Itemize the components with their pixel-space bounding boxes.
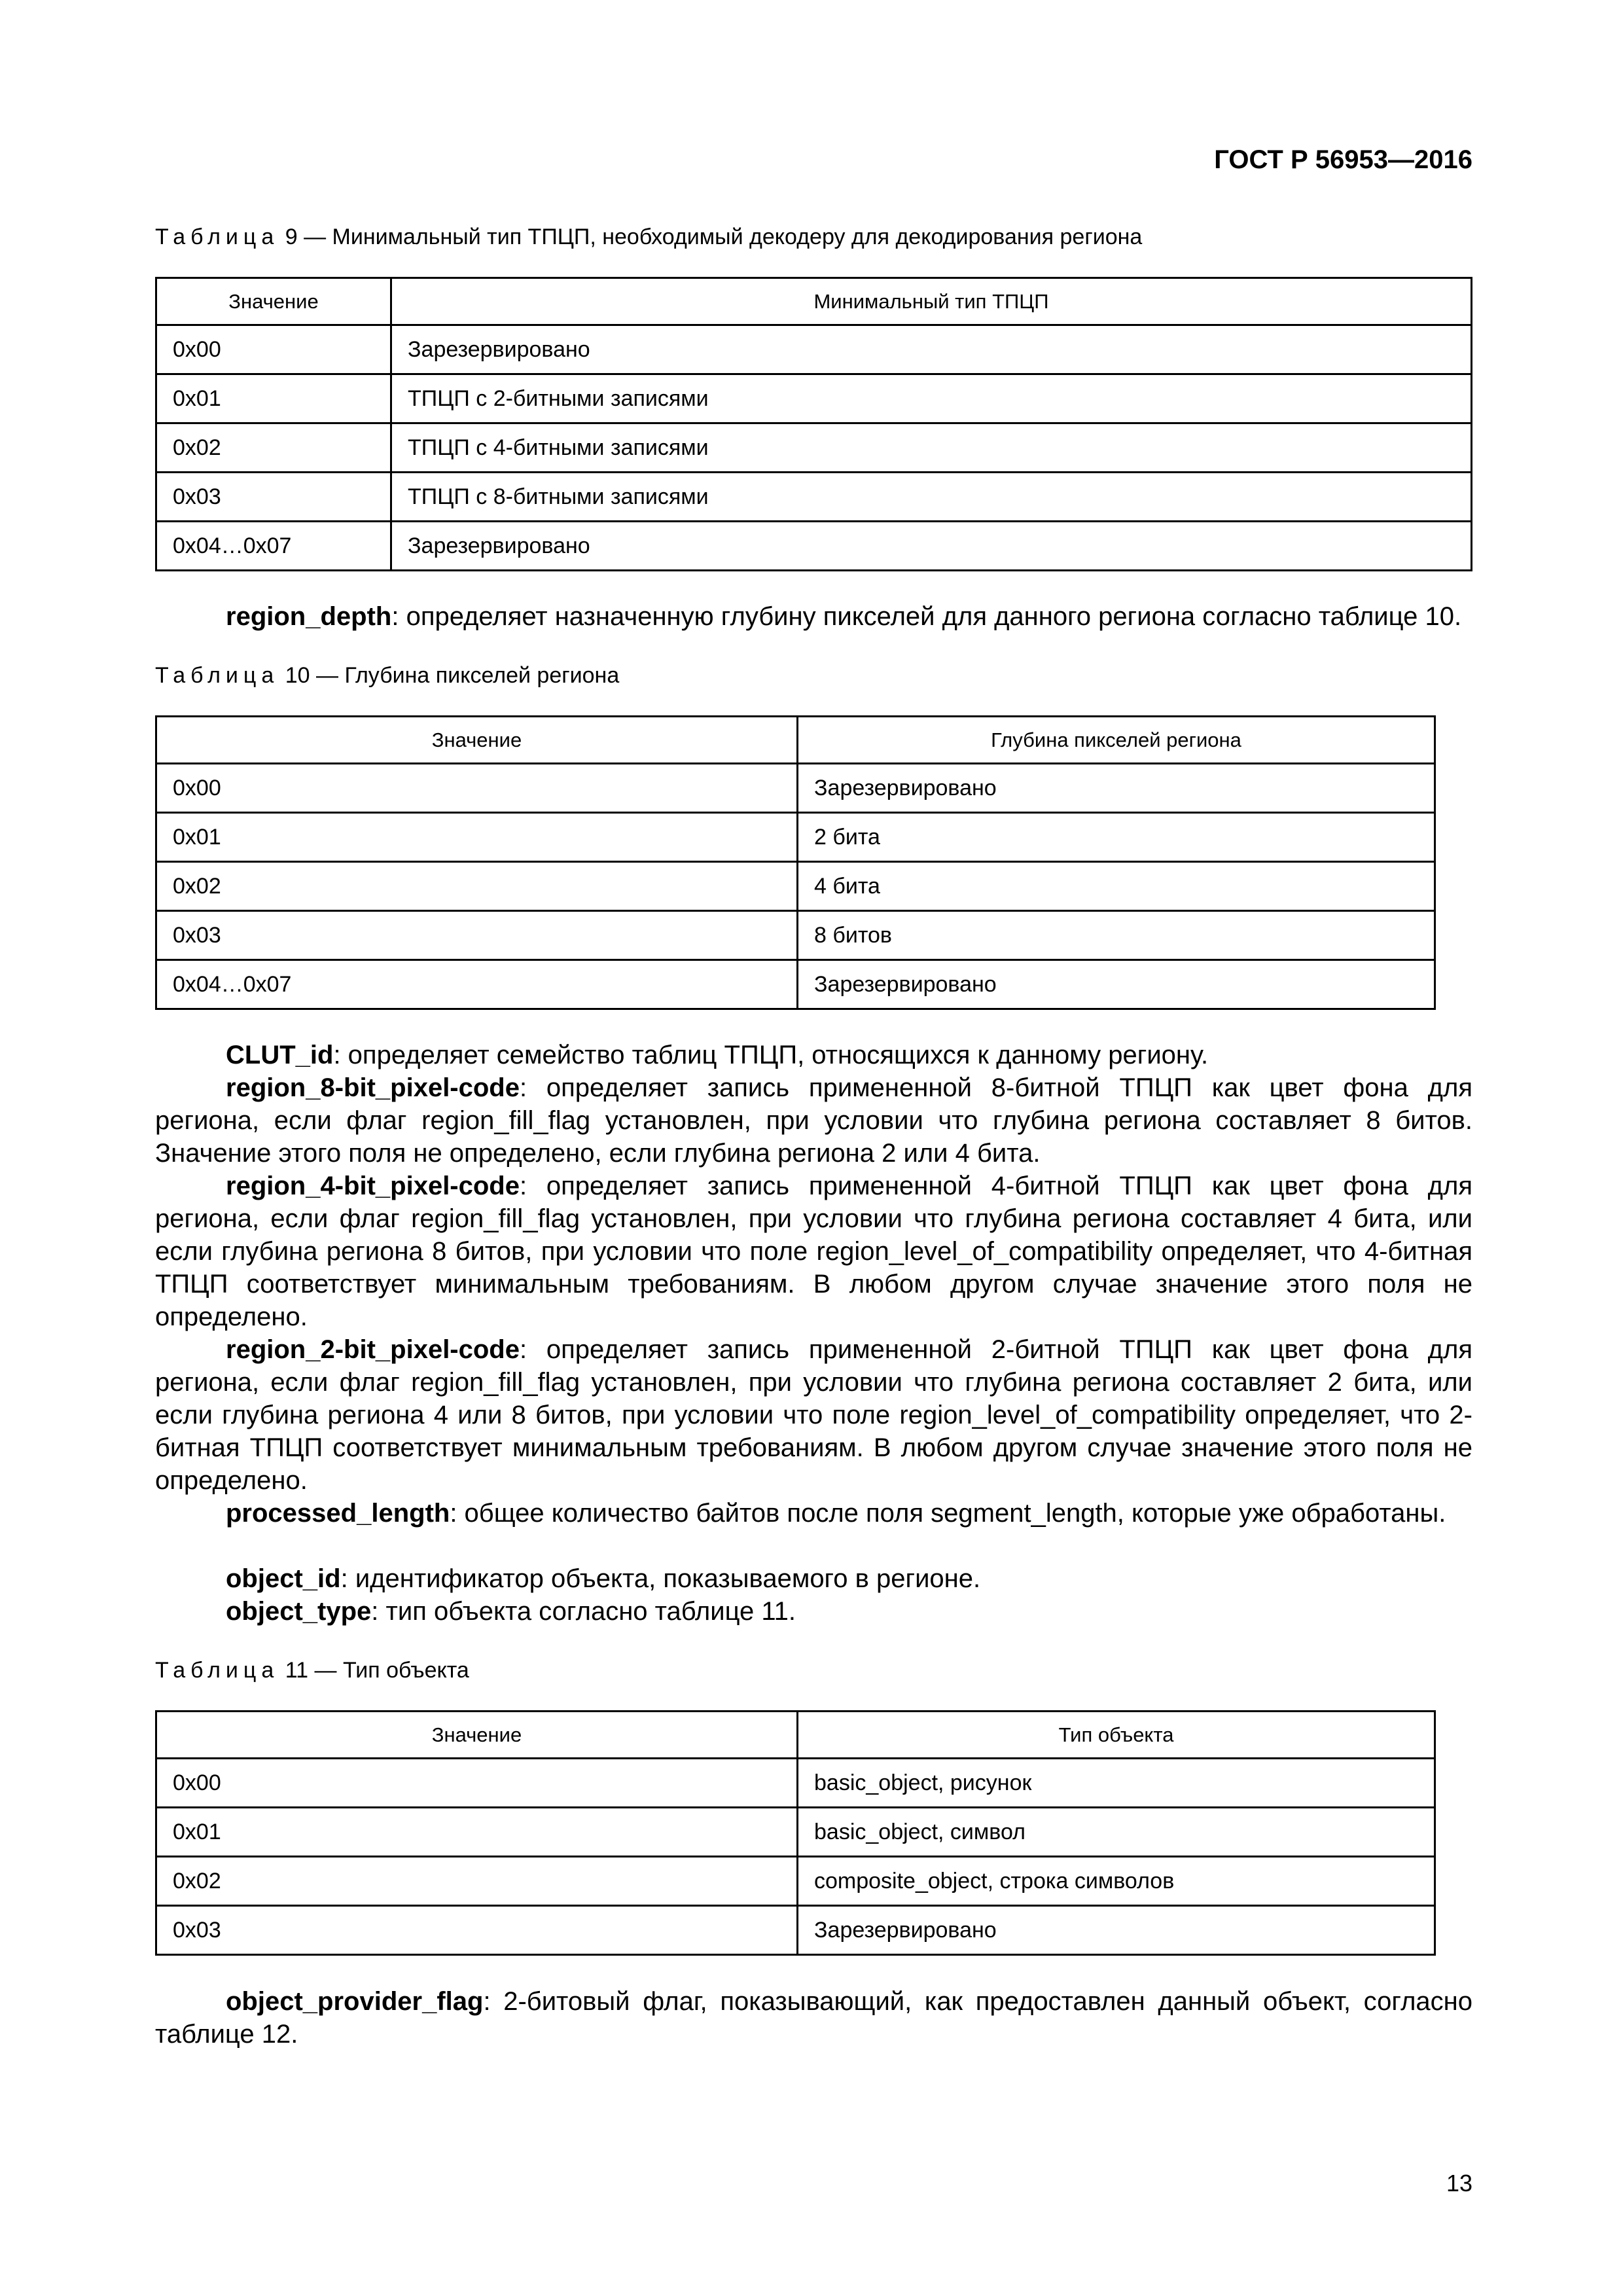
- table-header-cell: Тип объекта: [798, 1712, 1435, 1759]
- term: CLUT_id: [226, 1041, 334, 1069]
- table-cell: Зарезервировано: [798, 1906, 1435, 1955]
- paragraph-object-provider-flag: [155, 1985, 1472, 2051]
- table-row: [156, 960, 1435, 1009]
- table-cell: 0x03: [156, 473, 391, 522]
- table-row: [156, 1857, 1435, 1906]
- term: region_depth: [226, 602, 392, 631]
- table-header-cell: Минимальный тип ТПЦП: [391, 278, 1472, 325]
- table-cell: Зарезервировано: [391, 325, 1472, 374]
- table-row: [156, 423, 1472, 473]
- table-cell: 8 битов: [798, 911, 1435, 960]
- definition: : идентификатор объекта, показываемого в регионе.: [340, 1564, 981, 1593]
- term: region_2-bit_pixel-code: [226, 1335, 520, 1364]
- definition: : определяет запись примененной 2-битной ТПЦП как цвет фона для региона, если флаг region_fill_flag установлен, при условии что глубина региона составляет 2 бита, или если глубина региона 4 или 8 битов, при условии что поле region_level_of_compatibility определяет, что 2-битная ТПЦП соответствует минимальным требованиям. В любом другом случае значение этого поля не определено.: [155, 1335, 1472, 1495]
- table-cell: 0x03: [156, 911, 798, 960]
- paragraph-region-4bit: [155, 1170, 1472, 1333]
- table-row: [156, 1759, 1435, 1808]
- table-cell: composite_object, строка символов: [798, 1857, 1435, 1906]
- table10-caption: [155, 663, 619, 689]
- definition: : определяет запись примененной 4-битной ТПЦП как цвет фона для региона, если флаг region_fill_flag установлен, при условии что глубина региона составляет 4 бита, или если глубина региона 8 битов, при условии что поле region_level_of_compatibility определяет, что 4-битная ТПЦП соответствует минимальным требованиям. В любом другом случае значение этого поля не определено.: [155, 1172, 1472, 1331]
- table11-caption-label: Таблица: [155, 1658, 279, 1683]
- table-row: [156, 325, 1472, 374]
- table-cell: 0x02: [156, 862, 798, 911]
- table-row: [156, 1906, 1435, 1955]
- table-header-cell: Значение: [156, 1712, 798, 1759]
- table-row: [156, 522, 1472, 571]
- table-cell: basic_object, рисунок: [798, 1759, 1435, 1808]
- table-row: [156, 813, 1435, 862]
- table-cell: 0x00: [156, 764, 798, 813]
- term: object_type: [226, 1597, 372, 1626]
- term: region_8-bit_pixel-code: [226, 1073, 520, 1102]
- paragraph-object-id: [155, 1562, 1472, 1595]
- table-header-row: [156, 278, 1472, 325]
- page-number: 13: [1446, 2170, 1472, 2197]
- table-header-row: [156, 1712, 1435, 1759]
- paragraph-region-2bit: [155, 1333, 1472, 1497]
- table-cell: 4 бита: [798, 862, 1435, 911]
- table11-caption-text: 11 — Тип объекта: [279, 1658, 469, 1683]
- paragraph-processed-length: [155, 1497, 1472, 1530]
- table10-caption-label: Таблица: [155, 663, 279, 688]
- table10: [155, 715, 1436, 1010]
- term: processed_length: [226, 1499, 450, 1528]
- table-cell: ТПЦП с 8-битными записями: [391, 473, 1472, 522]
- table-cell: 0x04…0x07: [156, 522, 391, 571]
- table-cell: ТПЦП с 4-битными записями: [391, 423, 1472, 473]
- table-cell: Зарезервировано: [798, 960, 1435, 1009]
- table-cell: 0x02: [156, 423, 391, 473]
- paragraph-region-8bit: [155, 1071, 1472, 1170]
- table-row: [156, 374, 1472, 423]
- table-row: [156, 862, 1435, 911]
- table-cell: ТПЦП с 2-битными записями: [391, 374, 1472, 423]
- paragraph-region-depth: [155, 600, 1472, 633]
- table-cell: 0x01: [156, 813, 798, 862]
- table-cell: 0x01: [156, 1808, 798, 1857]
- term: object_id: [226, 1564, 341, 1593]
- table-header-cell: Глубина пикселей региона: [798, 717, 1435, 764]
- table11: [155, 1710, 1436, 1956]
- table9-caption: [155, 224, 1142, 250]
- table-header-cell: Значение: [156, 717, 798, 764]
- term: region_4-bit_pixel-code: [226, 1172, 520, 1200]
- paragraph-object-type: [155, 1595, 1472, 1628]
- table-cell: 0x02: [156, 1857, 798, 1906]
- definition: : определяет назначенную глубину пикселей для данного региона согласно таблице 10.: [391, 602, 1462, 631]
- table-cell: 2 бита: [798, 813, 1435, 862]
- table-cell: 0x04…0x07: [156, 960, 798, 1009]
- table-row: [156, 911, 1435, 960]
- table-cell: basic_object, символ: [798, 1808, 1435, 1857]
- table-cell: 0x00: [156, 325, 391, 374]
- table-row: [156, 1808, 1435, 1857]
- table-row: [156, 764, 1435, 813]
- table-cell: 0x01: [156, 374, 391, 423]
- document-id-header: ГОСТ Р 56953—2016: [1214, 145, 1472, 174]
- definition: : определяет запись примененной 8-битной ТПЦП как цвет фона для региона, если флаг region_fill_flag установлен, при условии что глубина региона составляет 8 битов. Значение этого поля не определено, если глубина региона 2 или 4 бита.: [155, 1073, 1472, 1168]
- table-header-row: [156, 717, 1435, 764]
- table9-caption-label: Таблица: [155, 224, 279, 249]
- table-cell: 0x00: [156, 1759, 798, 1808]
- table10-caption-text: 10 — Глубина пикселей региона: [279, 663, 620, 688]
- definition: : тип объекта согласно таблице 11.: [371, 1597, 796, 1626]
- table9-caption-text: 9 — Минимальный тип ТПЦП, необходимый декодеру для декодирования региона: [279, 224, 1143, 249]
- term: object_provider_flag: [226, 1987, 484, 2016]
- definition: : определяет семейство таблиц ТПЦП, относящихся к данному региону.: [333, 1041, 1209, 1069]
- table-row: [156, 473, 1472, 522]
- table11-caption: [155, 1658, 469, 1683]
- definition: : общее количество байтов после поля segment_length, которые уже обработаны.: [450, 1499, 1446, 1528]
- table-cell: 0x03: [156, 1906, 798, 1955]
- table-cell: Зарезервировано: [391, 522, 1472, 571]
- paragraph-clut-id: [155, 1039, 1472, 1071]
- table-header-cell: Значение: [156, 278, 391, 325]
- table-cell: Зарезервировано: [798, 764, 1435, 813]
- table9: [155, 277, 1472, 571]
- definition: : 2-битовый флаг, показывающий, как предоставлен данный объект, согласно таблице 12.: [155, 1987, 1472, 2049]
